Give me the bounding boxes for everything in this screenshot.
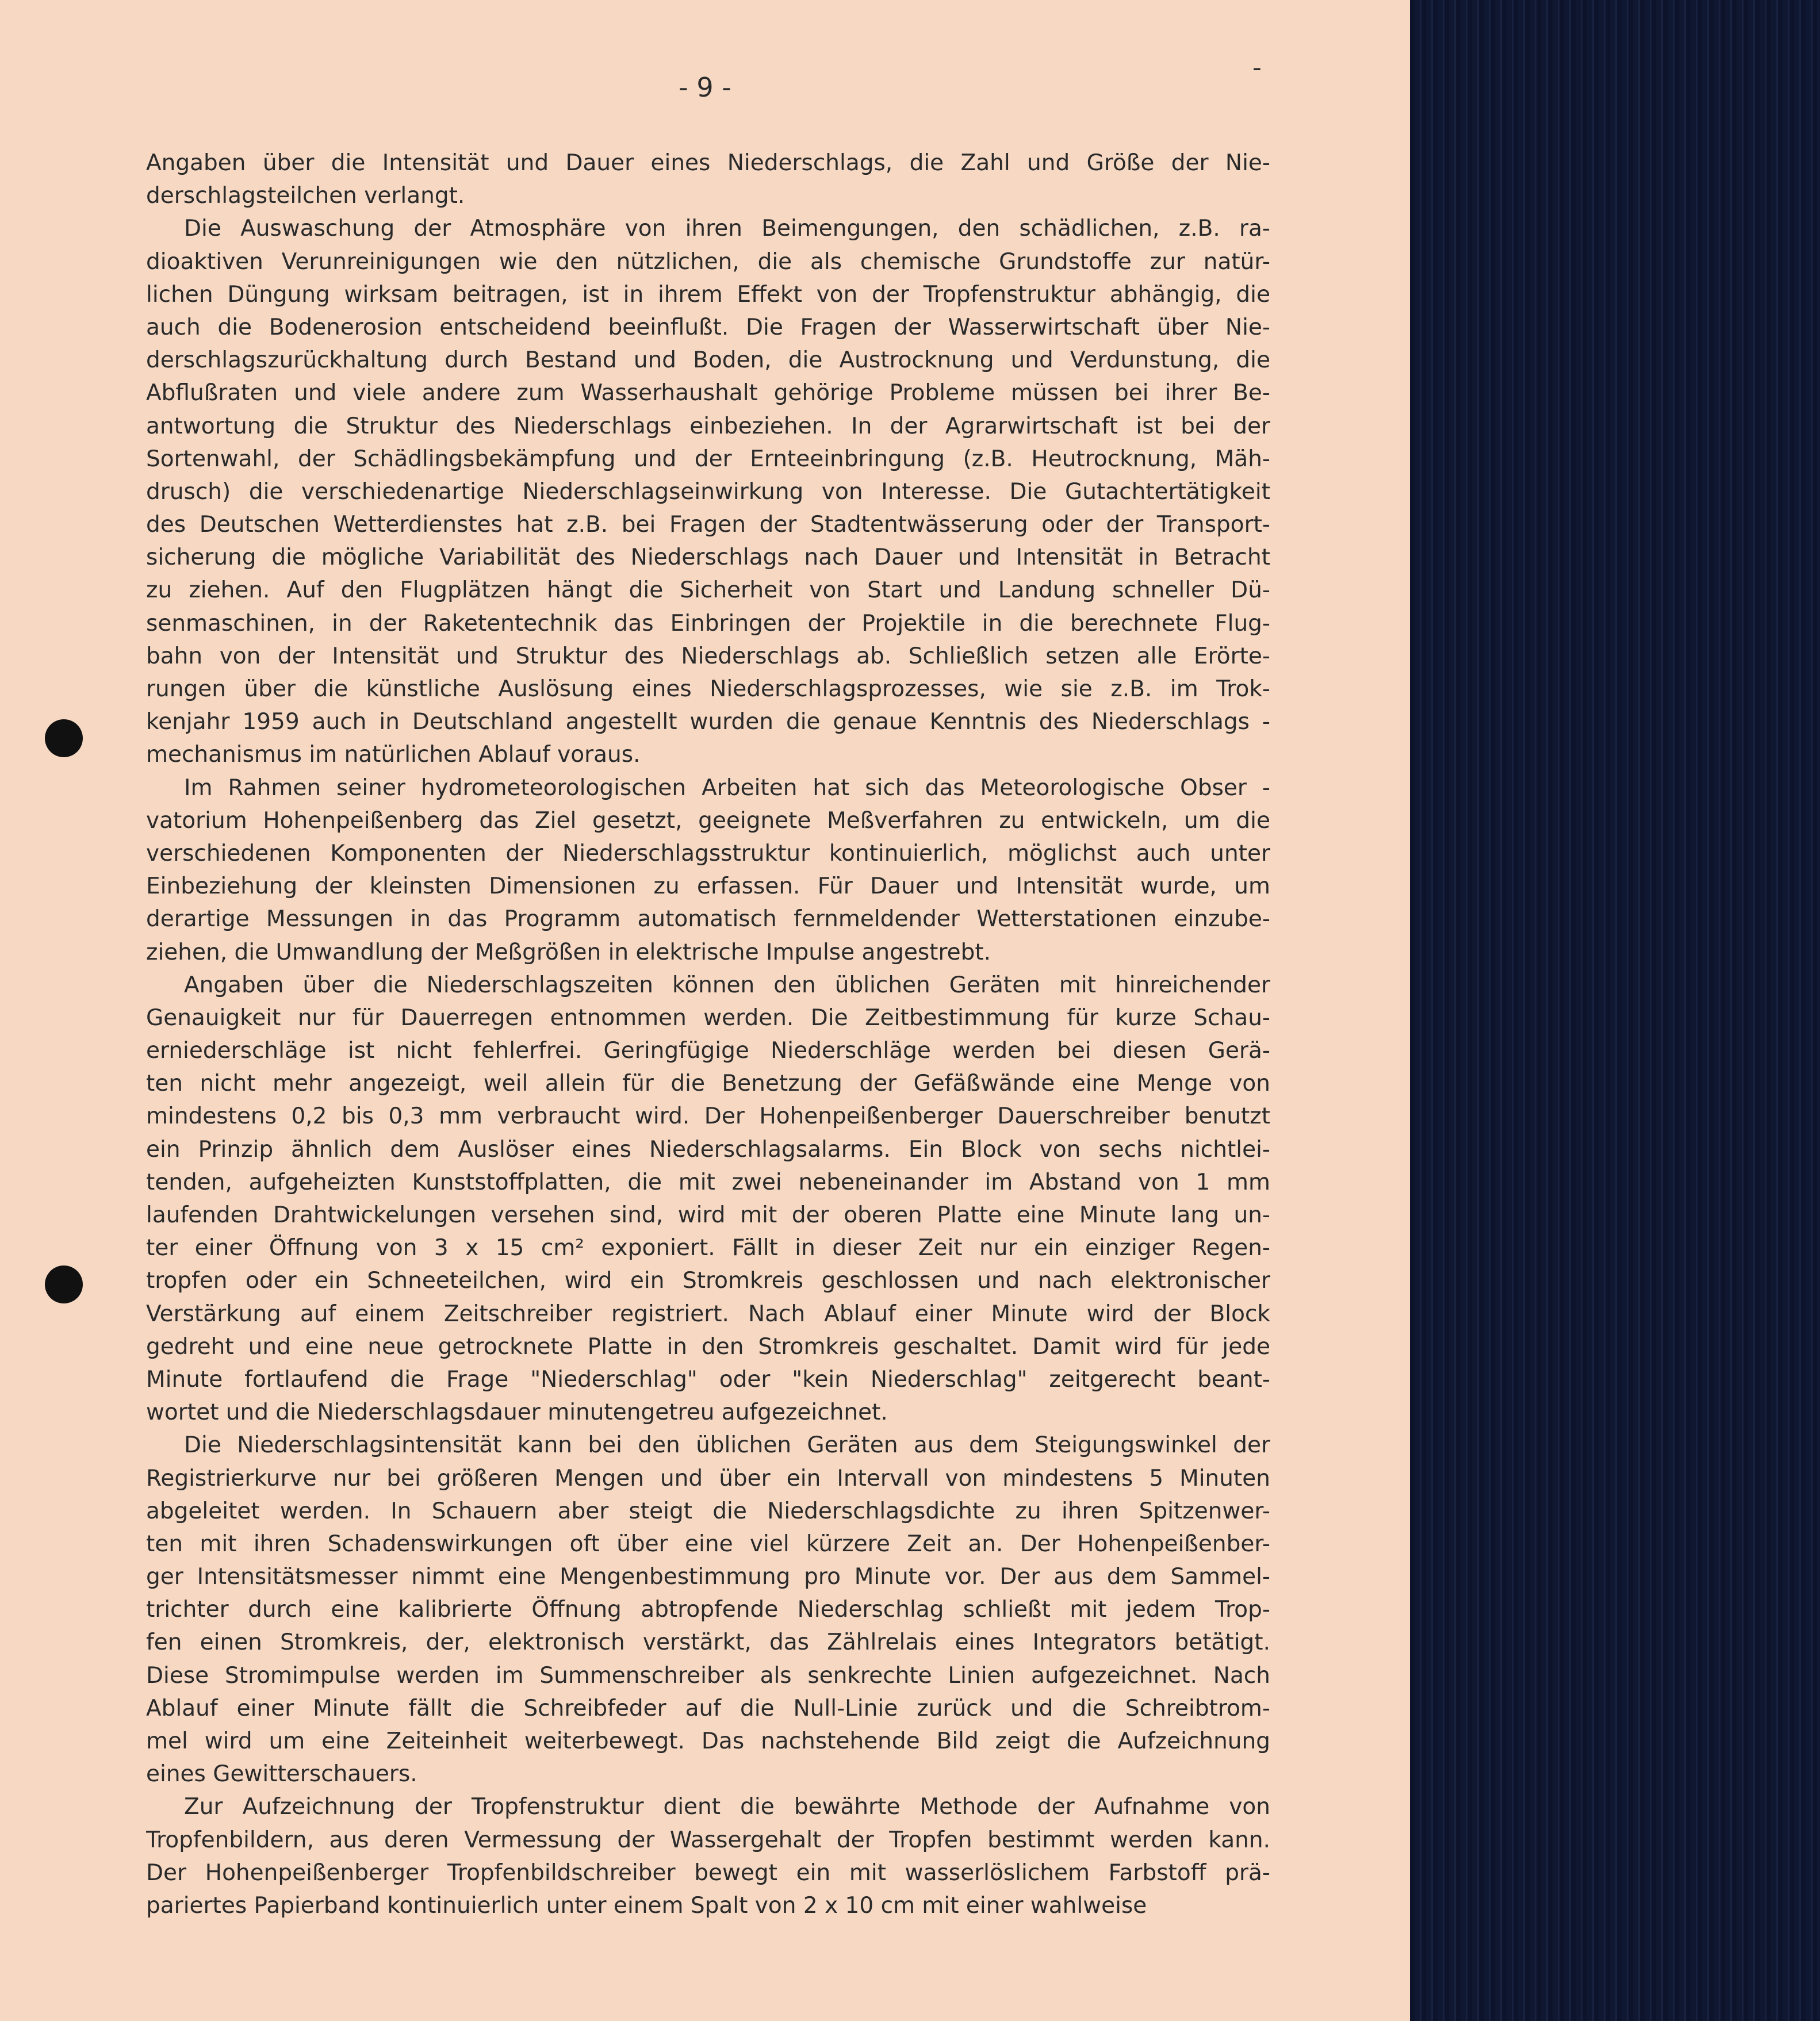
text-line: ger Intensitätsmesser nimmt eine Mengenbestimmung pro Minute vor. Der aus dem Sammel- — [146, 1564, 1270, 1590]
text-line: lichen Düngung wirksam beitragen, ist in ihrem Effekt von der Tropfenstruktur abhängig, die — [146, 281, 1270, 308]
text-line: Der Hohenpeißenberger Tropfenbildschreiber bewegt ein mit wasserlöslichem Farbstoff prä- — [146, 1859, 1270, 1886]
text-line: dioaktiven Verunreinigungen wie den nützlichen, die als chemische Grundstoffe zur natür- — [146, 248, 1270, 275]
text-line: laufenden Drahtwickelungen versehen sind, wird mit der oberen Platte eine Minute lang un- — [146, 1202, 1270, 1228]
text-line: mindestens 0,2 bis 0,3 mm verbraucht wird. Der Hohenpeißenberger Dauerschreiber benutzt — [146, 1103, 1270, 1130]
text-line: drusch) die verschiedenartige Niederschlagseinwirkung von Interesse. Die Gutachtertätigkeit — [146, 478, 1270, 505]
text-line: derartige Messungen in das Programm automatisch fernmeldender Wetterstationen einzube- — [146, 906, 1270, 933]
text-line: derschlagsteilchen verlangt. — [146, 183, 465, 209]
paragraph — [146, 969, 1270, 1429]
text-line: Zur Aufzeichnung der Tropfenstruktur dient die bewährte Methode der Aufnahme von — [184, 1794, 1270, 1820]
text-line: erniederschläge ist nicht fehlerfrei. Geringfügige Niederschläge werden bei diesen Gerä- — [146, 1038, 1270, 1064]
text-line: ten mit ihren Schadenswirkungen oft über eine viel kürzere Zeit an. Der Hohenpeißenber- — [146, 1531, 1270, 1557]
punch-hole — [45, 1265, 83, 1303]
punch-hole — [45, 719, 83, 757]
text-line: Abflußraten und viele andere zum Wasserhaushalt gehörige Probleme müssen bei ihrer Be- — [146, 380, 1270, 406]
text-line: rungen über die künstliche Auslösung eines Niederschlagsprozesses, wie sie z.B. im Trok- — [146, 676, 1270, 702]
text-line: Einbeziehung der kleinsten Dimensionen zu erfassen. Für Dauer und Intensität wurde, um — [146, 873, 1270, 900]
paragraph — [146, 212, 1270, 771]
text-line: Minute fortlaufend die Frage "Niederschlag" oder "kein Niederschlag" zeitgerecht beant- — [146, 1366, 1270, 1393]
paragraph — [146, 1429, 1270, 1790]
text-line: Die Auswaschung der Atmosphäre von ihren Beimengungen, den schädlichen, z.B. ra- — [184, 216, 1270, 242]
text-line: abgeleitet werden. In Schauern aber steigt die Niederschlagsdichte zu ihren Spitzenwer- — [146, 1498, 1270, 1524]
text-line: vatorium Hohenpeißenberg das Ziel gesetzt, geeignete Meßverfahren zu entwickeln, um die — [146, 807, 1270, 834]
text-line: Sortenwahl, der Schädlingsbekämpfung und der Ernteeinbringung (z.B. Heutrocknung, Mäh- — [146, 446, 1270, 472]
text-line: sicherung die mögliche Variabilität des Niederschlags nach Dauer und Intensität in Betracht — [146, 544, 1270, 571]
text-line: Genauigkeit nur für Dauerregen entnommen werden. Die Zeitbestimmung für kurze Schau- — [146, 1004, 1270, 1031]
text-line: Angaben über die Niederschlagszeiten können den üblichen Geräten mit hinreichender — [184, 972, 1270, 998]
text-line: fen einen Stromkreis, der, elektronisch verstärkt, das Zählrelais eines Integrators betätigt. — [146, 1629, 1270, 1656]
text-line: Diese Stromimpulse werden im Summenschreiber als senkrechte Linien aufgezeichnet. Nach — [146, 1662, 1270, 1689]
text-line: tropfen oder ein Schneeteilchen, wird ein Stromkreis geschlossen und nach elektronischer — [146, 1268, 1270, 1294]
text-line: trichter durch eine kalibrierte Öffnung abtropfende Niederschlag schließt mit jedem Trop- — [146, 1597, 1270, 1623]
text-line: senmaschinen, in der Raketentechnik das Einbringen der Projektile in die berechnete Flug- — [146, 610, 1270, 636]
text-line: auch die Bodenerosion entscheidend beeinflußt. Die Fragen der Wasserwirtschaft über Nie- — [146, 314, 1270, 340]
text-line: Im Rahmen seiner hydrometeorologischen Arbeiten hat sich das Meteorologische Obser - — [184, 774, 1270, 801]
text-line: Verstärkung auf einem Zeitschreiber registriert. Nach Ablauf einer Minute wird der Block — [146, 1301, 1270, 1327]
text-line: Ablauf einer Minute fällt die Schreibfeder auf die Null-Linie zurück und die Schreibtrom- — [146, 1695, 1270, 1721]
text-line: ten nicht mehr angezeigt, weil allein für die Benetzung der Gefäßwände eine Menge von — [146, 1071, 1270, 1097]
paragraph — [146, 1790, 1270, 1922]
text-line: zu ziehen. Auf den Flugplätzen hängt die Sicherheit von Start und Landung schneller Dü- — [146, 577, 1270, 604]
text-line: eines Gewitterschauers. — [146, 1761, 417, 1788]
text-line: gedreht und eine neue getrocknete Platte in den Stromkreis geschaltet. Damit wird für jede — [146, 1333, 1270, 1360]
text-line: Registrierkurve nur bei größeren Mengen und über ein Intervall von mindestens 5 Minuten — [146, 1465, 1270, 1491]
text-line: verschiedenen Komponenten der Niederschlagsstruktur kontinuierlich, möglichst auch unter — [146, 840, 1270, 866]
text-line: mel wird um eine Zeiteinheit weiterbewegt. Das nachstehende Bild zeigt die Aufzeichnung — [146, 1728, 1270, 1754]
paragraph — [146, 772, 1270, 969]
paragraph — [146, 147, 1270, 212]
text-line: ein Prinzip ähnlich dem Auslöser eines Niederschlagsalarms. Ein Block von sechs nichtlei- — [146, 1136, 1270, 1163]
corner-mark: - — [1252, 53, 1262, 82]
text-line: des Deutschen Wetterdienstes hat z.B. bei Fragen der Stadtentwässerung oder der Transport- — [146, 512, 1270, 538]
text-line: ziehen, die Umwandlung der Meßgrößen in elektrische Impulse angestrebt. — [146, 939, 991, 965]
text-line: Tropfenbildern, aus deren Vermessung der Wassergehalt der Tropfen bestimmt werden kann. — [146, 1827, 1270, 1853]
text-line: bahn von der Intensität und Struktur des Niederschlags ab. Schließlich setzen alle Erörte- — [146, 643, 1270, 669]
text-line: wortet und die Niederschlagsdauer minutengetreu aufgezeichnet. — [146, 1399, 888, 1426]
document-body — [146, 147, 1270, 1922]
text-line: Die Niederschlagsintensität kann bei den üblichen Geräten aus dem Steigungswinkel der — [184, 1432, 1270, 1459]
text-line: mechanismus im natürlichen Ablauf voraus. — [146, 742, 641, 768]
text-line: Angaben über die Intensität und Dauer eines Niederschlags, die Zahl und Größe der Nie- — [146, 150, 1270, 176]
page-number: - 9 - — [679, 72, 731, 103]
text-line: ter einer Öffnung von 3 x 15 cm² exponiert. Fällt in dieser Zeit nur ein einziger Regen- — [146, 1235, 1270, 1261]
text-line: derschlagszurückhaltung durch Bestand und Boden, die Austrocknung und Verdunstung, die — [146, 347, 1270, 374]
text-line: antwortung die Struktur des Niederschlags einbeziehen. In der Agrarwirtschaft ist bei der — [146, 413, 1270, 439]
text-line: pariertes Papierband kontinuierlich unter einem Spalt von 2 x 10 cm mit einer wahlweise — [146, 1892, 1147, 1919]
text-line: tenden, aufgeheizten Kunststoffplatten, die mit zwei nebeneinander im Abstand von 1 mm — [146, 1169, 1270, 1195]
text-line: kenjahr 1959 auch in Deutschland angestellt wurden die genaue Kenntnis des Niederschlags - — [146, 709, 1270, 735]
